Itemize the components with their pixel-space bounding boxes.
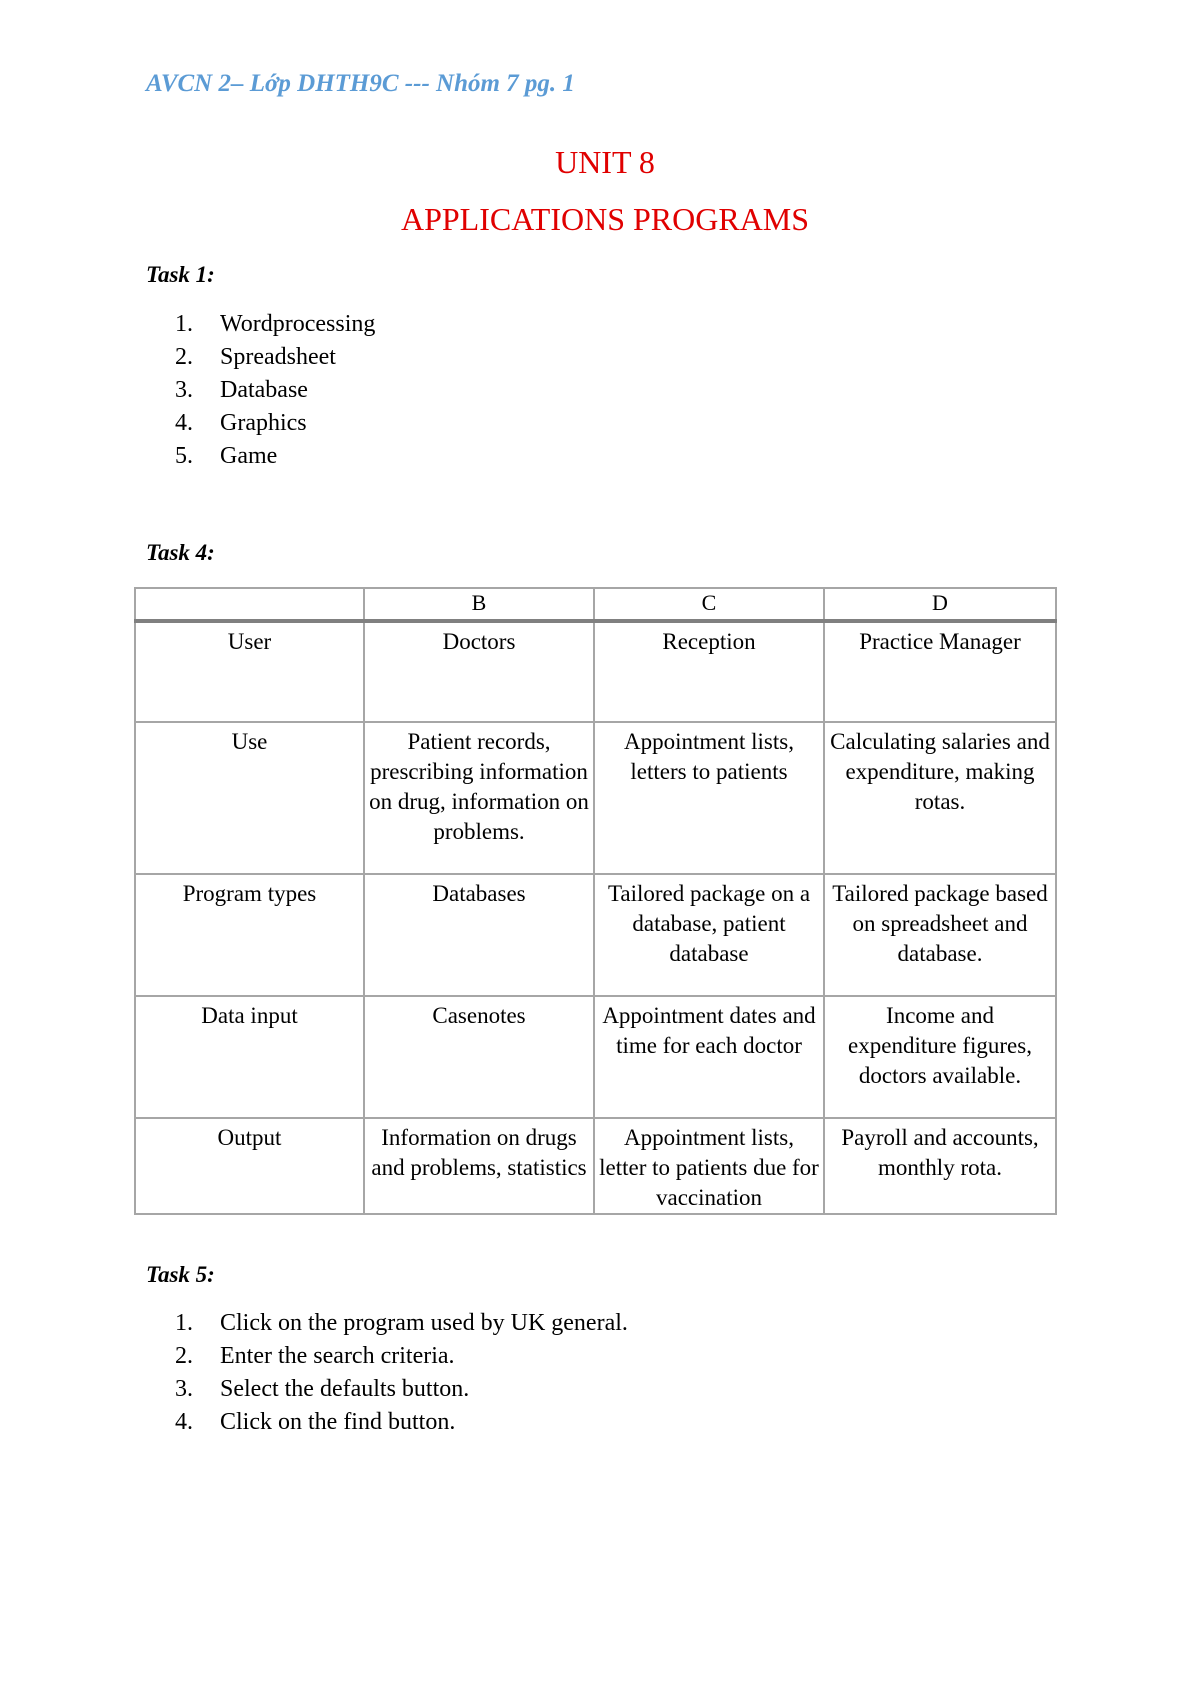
- table-cell: Appointment dates and time for each doctor: [594, 996, 824, 1118]
- unit-title: UNIT 8: [555, 144, 655, 180]
- task1-list: [175, 308, 375, 473]
- table-cell: Appointment lists, letter to patients due for vaccination: [594, 1118, 824, 1214]
- task5-list: [175, 1307, 628, 1439]
- table-row: [135, 996, 1056, 1118]
- page-header: AVCN 2– Lớp DHTH9C --- Nhóm 7 pg. 1: [146, 70, 575, 97]
- list-item: [175, 440, 375, 473]
- table-row: [135, 621, 1056, 722]
- list-text: Enter the search criteria.: [220, 1343, 455, 1369]
- table-cell: Casenotes: [364, 996, 594, 1118]
- page-title: APPLICATIONS PROGRAMS: [400, 201, 810, 237]
- row-label: Use: [135, 722, 364, 874]
- table-row: [135, 874, 1056, 996]
- list-number: 2.: [175, 1343, 193, 1369]
- list-item: [175, 1340, 628, 1373]
- table-cell: Calculating salaries and expenditure, making rotas.: [824, 722, 1056, 874]
- row-label: User: [135, 621, 364, 722]
- row-label: Data input: [135, 996, 364, 1118]
- task5-heading: Task 5:: [146, 1262, 215, 1287]
- list-number: 4.: [175, 1409, 193, 1435]
- list-text: Select the defaults button.: [220, 1376, 470, 1402]
- table-cell: Income and expenditure figures, doctors available.: [824, 996, 1056, 1118]
- list-item: [175, 407, 375, 440]
- table-cell: Tailored package on a database, patient database: [594, 874, 824, 996]
- column-header: D: [824, 588, 1056, 621]
- list-number: 1.: [175, 1310, 193, 1336]
- list-item: [175, 1406, 628, 1439]
- task1-heading: Task 1:: [146, 262, 215, 287]
- table-cell: Information on drugs and problems, statistics: [364, 1118, 594, 1214]
- list-text: Wordprocessing: [220, 311, 376, 337]
- list-number: 3.: [175, 1376, 193, 1402]
- table-cell: Payroll and accounts, monthly rota.: [824, 1118, 1056, 1214]
- row-label: Program types: [135, 874, 364, 996]
- list-number: 4.: [175, 410, 193, 436]
- list-text: Game: [220, 443, 278, 469]
- list-item: [175, 374, 375, 407]
- task4-table: [134, 587, 1057, 1215]
- table-header-row: [135, 588, 1056, 621]
- table-cell: Doctors: [364, 621, 594, 722]
- list-item: [175, 1307, 628, 1340]
- table-cell: Databases: [364, 874, 594, 996]
- list-item: [175, 308, 375, 341]
- list-text: Spreadsheet: [220, 344, 336, 370]
- list-item: [175, 341, 375, 374]
- list-number: 1.: [175, 311, 193, 337]
- column-header: [135, 588, 364, 621]
- list-item: [175, 1373, 628, 1406]
- table-row: [135, 1118, 1056, 1214]
- list-text: Graphics: [220, 410, 307, 436]
- list-number: 2.: [175, 344, 193, 370]
- task4-heading: Task 4:: [146, 540, 215, 565]
- list-text: Click on the program used by UK general.: [220, 1310, 628, 1336]
- list-text: Database: [220, 377, 308, 403]
- column-header: C: [594, 588, 824, 621]
- table-cell: Reception: [594, 621, 824, 722]
- table-cell: Patient records, prescribing information on drug, information on problems.: [364, 722, 594, 874]
- table-cell: Appointment lists, letters to patients: [594, 722, 824, 874]
- table-cell: Tailored package based on spreadsheet and database.: [824, 874, 1056, 996]
- column-header: B: [364, 588, 594, 621]
- list-number: 5.: [175, 443, 193, 469]
- row-label: Output: [135, 1118, 364, 1214]
- table-row: [135, 722, 1056, 874]
- list-number: 3.: [175, 377, 193, 403]
- table-cell: Practice Manager: [824, 621, 1056, 722]
- list-text: Click on the find button.: [220, 1409, 456, 1435]
